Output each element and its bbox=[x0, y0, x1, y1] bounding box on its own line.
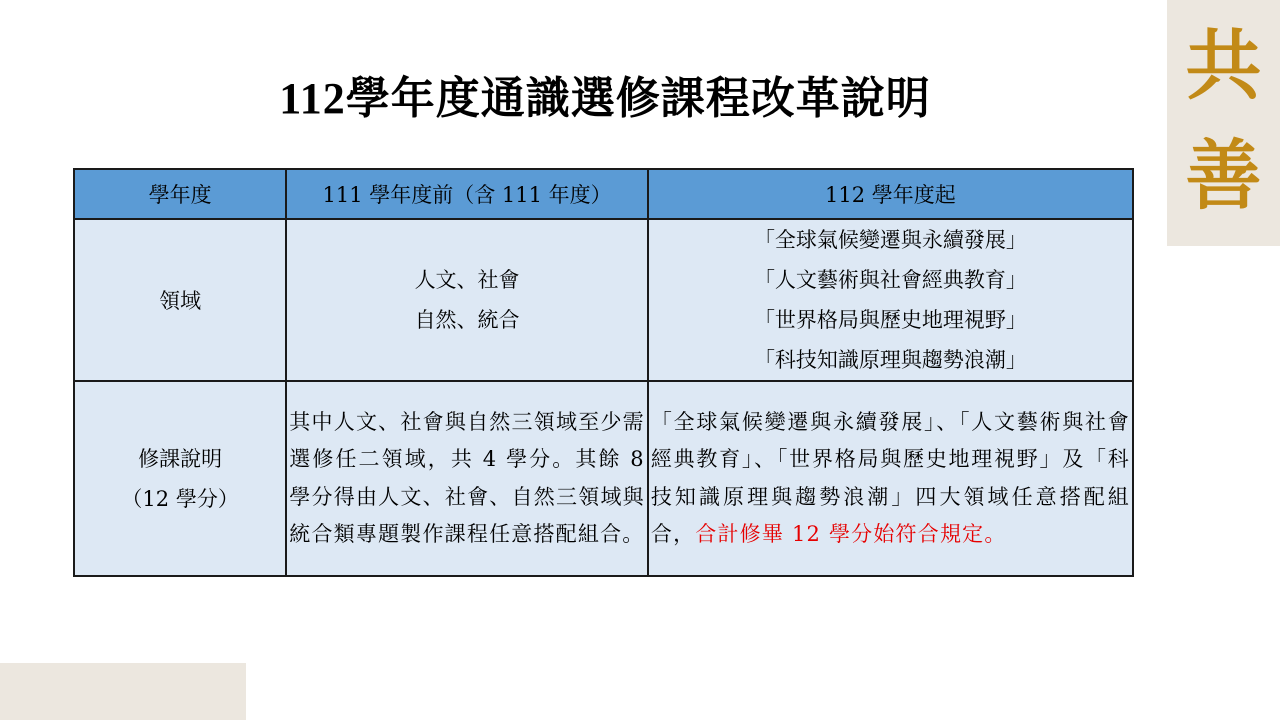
table-row-description bbox=[74, 381, 1133, 576]
domain-new-line: 「世界格局與歷史地理視野」 bbox=[753, 308, 1027, 332]
title-number: 112 bbox=[279, 74, 346, 123]
header-old-policy: 111 學年度前（含 111 年度） bbox=[286, 169, 648, 219]
domain-label: 領域 bbox=[74, 219, 286, 381]
table-row-domain bbox=[74, 219, 1133, 381]
description-new-requirement: 合計修畢 12 學分始符合規定。 bbox=[695, 522, 1007, 546]
domain-new-cell bbox=[648, 219, 1133, 381]
domain-old-line: 人文、社會 bbox=[414, 268, 520, 292]
description-old-cell bbox=[286, 381, 648, 576]
table-header-row bbox=[74, 169, 1133, 219]
description-new-paragraph bbox=[649, 404, 1132, 554]
corner-decoration bbox=[0, 663, 246, 720]
title-text: 學年度通識選修課程改革說明 bbox=[345, 73, 931, 124]
domain-old-cell bbox=[286, 219, 648, 381]
logo-character-top: 共 bbox=[1185, 21, 1262, 110]
header-new-policy: 112 學年度起 bbox=[648, 169, 1133, 219]
domain-old-line: 自然、統合 bbox=[414, 308, 520, 332]
description-new-text: 「全球氣候變遷與永續發展」、「人文藝術與社會經典教育」、「世界格局與歷史地理視野」及「科技知識原理與趨勢浪潮」四大領域任意搭配組合， bbox=[650, 409, 1130, 546]
description-label: 修課說明 bbox=[138, 446, 223, 471]
domain-new-line: 「科技知識原理與趨勢浪潮」 bbox=[753, 348, 1027, 372]
logo-panel bbox=[1167, 0, 1280, 246]
description-old-text: 其中人文、社會與自然三領域至少需選修任二領域，共 4 學分。其餘 8 學分得由人文、社會、自然三領域與統合類專題製作課程任意搭配組合。 bbox=[289, 409, 645, 546]
description-new-cell bbox=[648, 381, 1133, 576]
domain-new-line: 「全球氣候變遷與永續發展」 bbox=[753, 228, 1027, 252]
logo-character-bottom: 善 bbox=[1185, 131, 1262, 220]
slide-title bbox=[0, 62, 1210, 126]
description-label-cell bbox=[74, 381, 286, 576]
reform-table bbox=[73, 168, 1134, 577]
description-credits: （12 學分） bbox=[121, 486, 239, 511]
header-year: 學年度 bbox=[74, 169, 286, 219]
domain-new-line: 「人文藝術與社會經典教育」 bbox=[753, 268, 1027, 292]
